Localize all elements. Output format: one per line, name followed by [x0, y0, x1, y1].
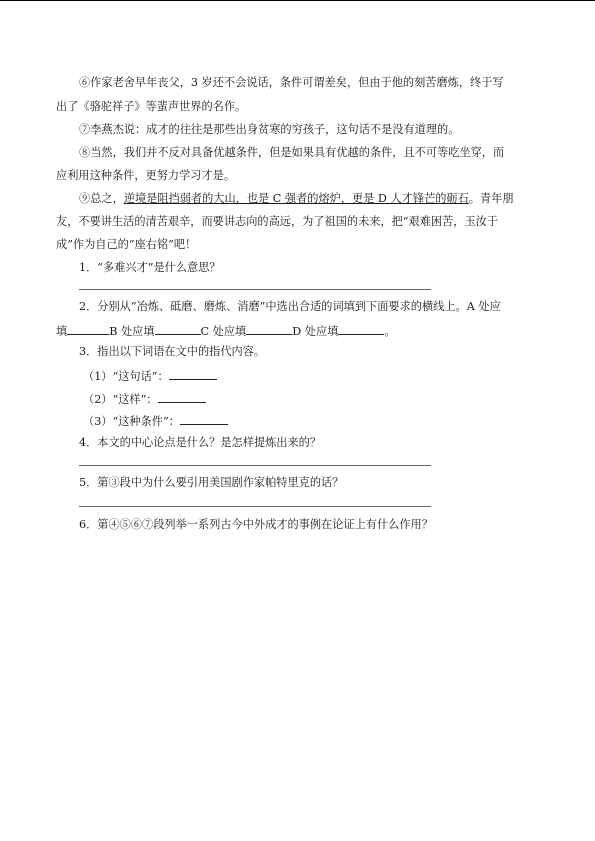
question-5: 5．第③段中为什么要引用美国剧作家帕特里克的话？ — [79, 476, 344, 489]
question-6: 6．第④⑤⑥⑦段列举一系列古今中外成才的事例在论证上有什么作用？ — [79, 518, 433, 531]
blank-c[interactable] — [246, 324, 292, 335]
paragraph-6-line-2: 出了《骆驼祥子》等蜚声世界的名作。 — [56, 100, 247, 113]
q2-fill-d-label: D 处应填 — [292, 325, 339, 338]
question-3-item-2-label: （2）“这样”： — [83, 393, 158, 406]
q2-end-mark: 。 — [384, 325, 396, 338]
paragraph-9-line-2: 友，不要讲生活的清苦艰辛，而要讲志向的高远，为了祖国的未来，把“艰难困苦，玉汝于 — [56, 215, 499, 228]
question-4: 4．本文的中心论点是什么？是怎样提炼出来的？ — [79, 436, 322, 449]
question-5-answer-line[interactable] — [79, 506, 431, 507]
question-3-item-1-label: （1）“这句话”： — [83, 370, 169, 383]
question-1-answer-line[interactable] — [79, 289, 431, 290]
q3-3-answer-blank[interactable] — [180, 414, 228, 425]
question-4-answer-line[interactable] — [79, 465, 431, 466]
paragraph-6-line-1: ⑥作家老舍早年丧父，3 岁还不会说话，条件可谓差矣，但由于他的刻苦磨炼，终于写 — [79, 76, 504, 89]
top-border-line — [0, 0, 595, 1]
paragraph-9-line-3: 成”作为自己的“座右铭”吧！ — [56, 238, 197, 251]
paragraph-9-underlined-sentence: 逆境是阻挡弱者的大山，也是 C 强者的熔炉，更是 D 人才锋芒的砺石 — [123, 192, 469, 205]
paragraph-7: ⑦李燕杰说：成才的往往是那些出身贫寒的穷孩子，这句话不是没有道理的。 — [79, 123, 460, 136]
paragraph-9-line-1 — [79, 193, 514, 204]
question-3-item-3-label: （3）“这种条件”： — [83, 415, 180, 428]
q2-fill-b-label: B 处应填 — [109, 325, 155, 338]
paragraph-8-line-2: 应利用这种条件，更努力学习才是。 — [56, 169, 236, 182]
question-3-item-2 — [83, 392, 206, 405]
blank-a[interactable] — [67, 324, 109, 335]
q3-2-answer-blank[interactable] — [158, 392, 206, 403]
paragraph-9-tail: 。青年朋 — [468, 192, 514, 205]
q3-1-answer-blank[interactable] — [169, 369, 217, 380]
question-3-item-1 — [83, 369, 217, 382]
blank-d[interactable] — [338, 324, 384, 335]
q2-fill-c-label: C 处应填 — [200, 325, 247, 338]
paragraph-9-lead: ⑨总之， — [79, 192, 124, 205]
question-3: 3．指出以下词语在文中的指代内容。 — [79, 345, 266, 358]
question-1: 1．“多难兴才”是什么意思？ — [79, 261, 221, 274]
question-2-line-1: 2．分别从“冶炼、砥磨、磨炼、消磨”中选出合适的词填到下面要求的横线上。A 处应 — [79, 300, 501, 313]
question-3-item-3 — [83, 414, 228, 427]
question-2-line-2 — [56, 324, 396, 337]
blank-b[interactable] — [155, 324, 201, 335]
q2-fill-a-label: 填 — [56, 325, 68, 338]
paragraph-8-line-1: ⑧当然，我们并不反对具备优越条件，但是如果具有优越的条件，且不可等吃坐穿，而 — [79, 146, 505, 159]
